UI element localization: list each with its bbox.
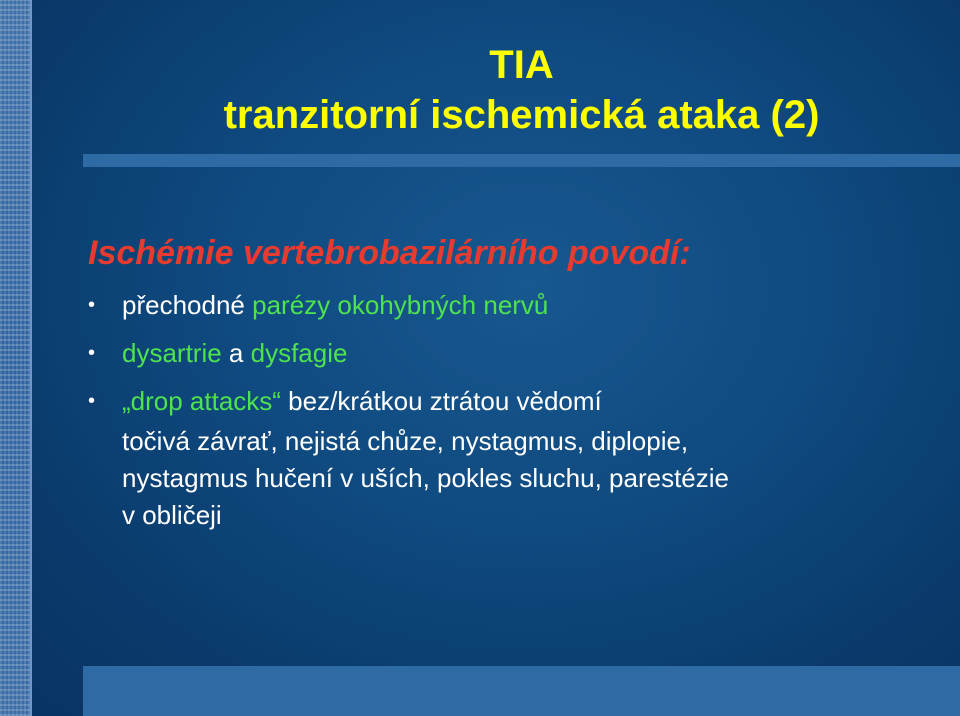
bullet-text-part: dysfagie — [243, 338, 348, 368]
bullet-text-part: „drop attacks“ — [122, 386, 281, 416]
bullet-text-part: a — [228, 338, 244, 368]
section-heading: Ischémie vertebrobazilárního povodí: — [88, 234, 691, 272]
list-item — [88, 334, 602, 382]
symptoms-line-1: točivá závrať, nejistá chůze, nystagmus, diplopie, — [122, 426, 689, 456]
bullet-icon: • — [88, 294, 96, 316]
title-line-2: tranzitorní ischemická ataka (2) — [223, 93, 820, 137]
bullet-icon: • — [88, 390, 96, 412]
bullet-text-part: parézy okohybných nervů — [252, 290, 549, 320]
decorative-left-strip — [0, 0, 30, 716]
bullet-icon: • — [88, 342, 96, 364]
footer-band — [83, 666, 960, 716]
list-item — [88, 286, 602, 334]
bullet-text-part: přechodné — [122, 290, 253, 320]
slide-title — [83, 40, 960, 140]
decorative-left-strip-edge — [30, 0, 32, 716]
bullet-list — [88, 286, 602, 430]
symptoms-paragraph — [122, 423, 902, 534]
title-line-1: TIA — [489, 43, 554, 87]
symptoms-line-3: v obličeji — [122, 500, 222, 530]
title-underline-band — [83, 154, 960, 167]
symptoms-line-2: nystagmus hučení v uších, pokles sluchu, parestézie — [122, 463, 729, 493]
bullet-text-part: bez/krátkou ztrátou vědomí — [280, 386, 602, 416]
bullet-text-part: dysartrie — [122, 338, 229, 368]
